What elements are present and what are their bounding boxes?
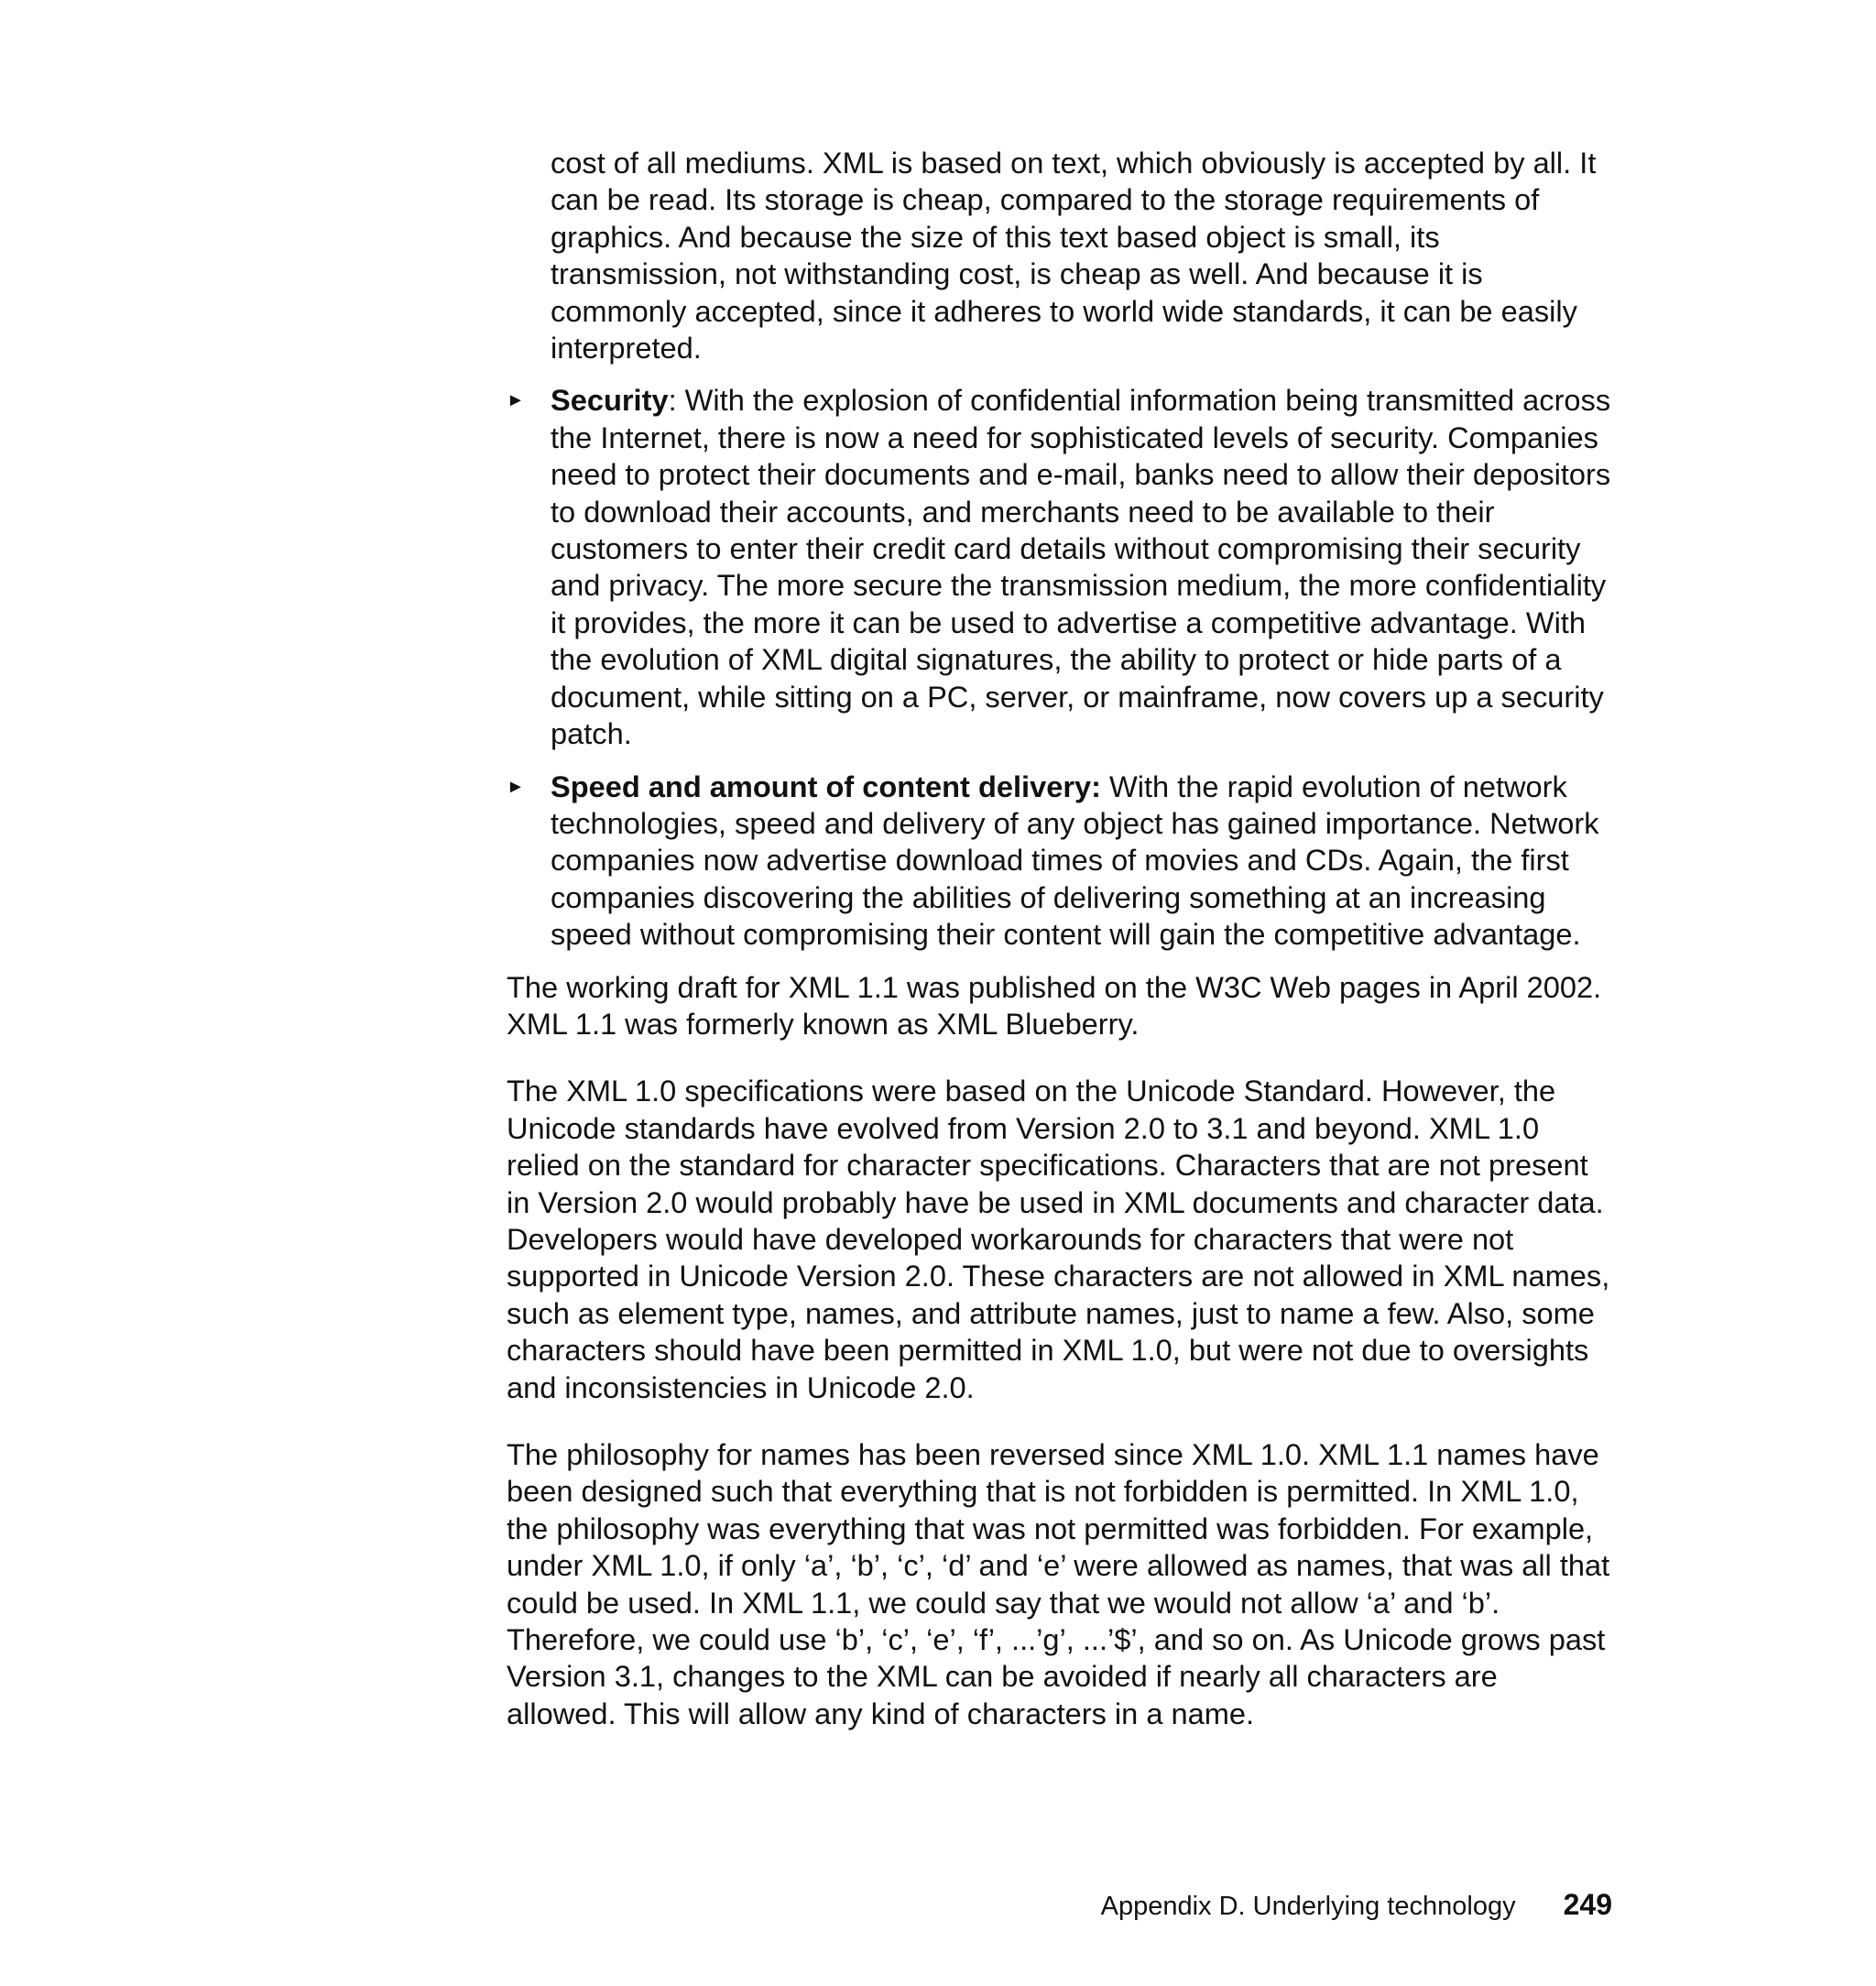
- page-number: 249: [1563, 1888, 1612, 1921]
- bullet-item-security: [507, 382, 1615, 752]
- bullet-paragraph: [551, 769, 1615, 954]
- bullet-text: : With the explosion of confidential information being transmitted across the Internet, there is now a need for sophisticated levels of security. Companies need to protect their documents and e-mail, banks need to allow their depositors to download their accounts, and merchants need to be available to their customers to enter their credit card details without compromising their security and privacy. The more secure the transmission medium, the more confidentiality it provides, the more it can be used to advertise a competitive advantage. With the evolution of XML digital signatures, the ability to protect or hide parts of a document, while sitting on a PC, server, or mainframe, now covers up a security patch.: [551, 383, 1611, 751]
- bullet-arrow-icon: ►: [507, 390, 525, 411]
- bullet-text: With the rapid evolution of network technologies, speed and delivery of any object has gained importance. Network companies now advertise download times of movies and CDs. Again, the first companies discovering the abilities of delivering something at an increasing speed without compromising their content will gain the competitive advantage.: [551, 769, 1599, 952]
- footer-chapter-title: Appendix D. Underlying technology: [1100, 1892, 1516, 1921]
- page-footer: [1072, 1888, 1612, 1922]
- bullet-arrow-icon: ►: [507, 776, 525, 797]
- body-text: [507, 145, 1615, 1762]
- paragraph-unicode: The XML 1.0 specifications were based on the Unicode Standard. However, the Unicode standards have evolved from Version 2.0 to 3.1 and beyond. XML 1.0 relied on the standard for character specifications. Characters that are not present in Version 2.0 would probably have be used in XML documents and character data. Developers would have developed workarounds for characters that were not supported in Unicode Version 2.0. These characters are not allowed in XML names, such as element type, names, and attribute names, just to name a few. Also, some characters should have been permitted in XML 1.0, but were not due to oversights and inconsistencies in Unicode 2.0.: [507, 1074, 1610, 1404]
- continuation-paragraph: cost of all mediums. XML is based on text, which obviously is accepted by all. It can be read. Its storage is cheap, compared to the storage requirements of graphics. And because the size of this text based object is small, its transmission, not withstanding cost, is cheap as well. And because it is commonly accepted, since it adheres to world wide standards, it can be easily interpreted.: [551, 146, 1597, 366]
- bullet-term: Speed and amount of content delivery:: [551, 769, 1101, 803]
- paragraph-philosophy: The philosophy for names has been reversed since XML 1.0. XML 1.1 names have been designed such that everything that is not forbidden is permitted. In XML 1.0, the philosophy was everything that was not permitted was forbidden. For example, under XML 1.0, if only ‘a’, ‘b’, ‘c’, ‘d’ and ‘e’ were allowed as names, that was all that could be used. In XML 1.1, we could say that we would not allow ‘a’ and ‘b’. Therefore, we could use ‘b’, ‘c’, ‘e’, ‘f’, ...’g’, ...’$’, and so on. As Unicode grows past Version 3.1, changes to the XML can be avoided if nearly all characters are allowed. This will allow any kind of characters in a name.: [507, 1437, 1610, 1730]
- bullet-item-speed: [507, 769, 1615, 954]
- paragraph-working-draft: The working draft for XML 1.1 was published on the W3C Web pages in April 2002. XML 1.1 was formerly known as XML Blueberry.: [507, 969, 1602, 1041]
- bullet-paragraph: [551, 382, 1615, 752]
- bullet-term: Security: [551, 383, 669, 418]
